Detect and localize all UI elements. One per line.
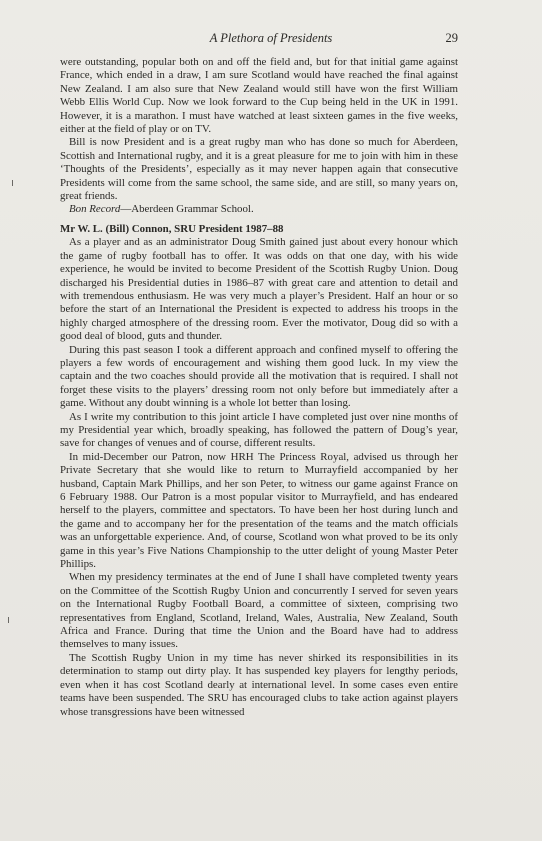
paragraph: During this past season I took a different approach and confined myself to offering the players a few words of encouragement and wishing them good luck. In my view the captain and the two coaches should provide all the motivation that is required. I shall not forget these visits to the players’ dressing room not only before but immediately after a game. Without any doubt winning is a whole lot better than losing. xyxy=(60,343,458,410)
body-text xyxy=(60,56,458,719)
section-heading: Mr W. L. (Bill) Connon, SRU President 1987–88 xyxy=(60,222,284,235)
paragraph: As I write my contribution to this joint article I have completed just over nine months of my Presidential year which, broadly speaking, has followed the pattern of Doug’s year, save for changes of venues and of course, different results. xyxy=(60,410,458,450)
sign-off xyxy=(60,203,458,216)
paragraph: As a player and as an administrator Doug Smith gained just about every honour which the game of rugby football has to offer. It was odds on that one day, with his wide experience, he would be invited to become President of the Scottish Rugby Union. Doug discharged his Presidential duties in 1986–87 with great care and attention to detail and with tremendous enthusiasm. He was very much a player’s President. Half an hour or so before the start of an International the President is expected to address his troops in the highly charged atmosphere of the dressing room. Ever the motivator, Doug did so with a good deal of blood, guts and thunder. xyxy=(60,236,458,343)
margin-mark xyxy=(12,180,13,186)
paragraph: In mid-December our Patron, now HRH The Princess Royal, advised us through her Private Secretary that she would like to return to Murrayfield accompanied by her husband, Captain Mark Phillips, and her son Peter, to witness our game against France on 6 February 1988. Our Patron is a most popular visitor to Murrayfield, and has endeared herself to the players, committee and spectators. To have been her host during lunch and the game and to accompany her for the presentation of the teams and the match officials was an unforgettable experience. And, of course, Scotland won what proved to be its only game in this year’s Five Nations Championship to the utter delight of young Master Peter Phillips. xyxy=(60,450,458,571)
sign-off-label: Bon Record xyxy=(69,203,121,216)
paragraph: were outstanding, popular both on and off the field and, but for that initial game against France, which ended in a draw, I am sure Scotland would have reached the final against New Zealand. I am also sure that New Zealand would still have won the first William Webb Ellis World Cup. Now we look forward to the Cup being held in the UK in 1991. However, it is a marathon. I must have watched at least sixteen games in the five weeks, either at the field of play or on TV. xyxy=(60,56,458,136)
running-title: A Plethora of Presidents xyxy=(209,31,333,45)
paragraph: Bill is now President and is a great rugby man who has done so much for Aberdeen, Scottish and International rugby, and it is a great pleasure for me to join with him in these ‘Thoughts of the Presidents’, especially as it may never happen again that consecutive Presidents will come from the same school, the same side, and are still, so many years on, great friends. xyxy=(60,136,458,203)
running-head xyxy=(0,30,542,46)
paragraph: The Scottish Rugby Union in my time has never shirked its responsibilities in its determination to stamp out dirty play. It has suspended key players for lengthy periods, even when it has cost Scotland dearly at international level. In some cases even entire teams have been suspended. The SRU has encouraged clubs to take action against players whose transgressions have been witnessed xyxy=(60,651,458,718)
margin-mark xyxy=(8,617,9,623)
page-number: 29 xyxy=(445,31,458,45)
sign-off-school: —Aberdeen Grammar School. xyxy=(120,203,254,216)
paragraph: When my presidency terminates at the end of June I shall have completed twenty years on the Committee of the Scottish Rugby Union and concurrently I served for seven years on the International Rugby Football Board, a committee of sixteen, comprising two representatives from England, Scotland, Ireland, Wales, Australia, New Zealand, South Africa and France. During that time the Union and the Board have had to address themselves to many issues. xyxy=(60,571,458,651)
